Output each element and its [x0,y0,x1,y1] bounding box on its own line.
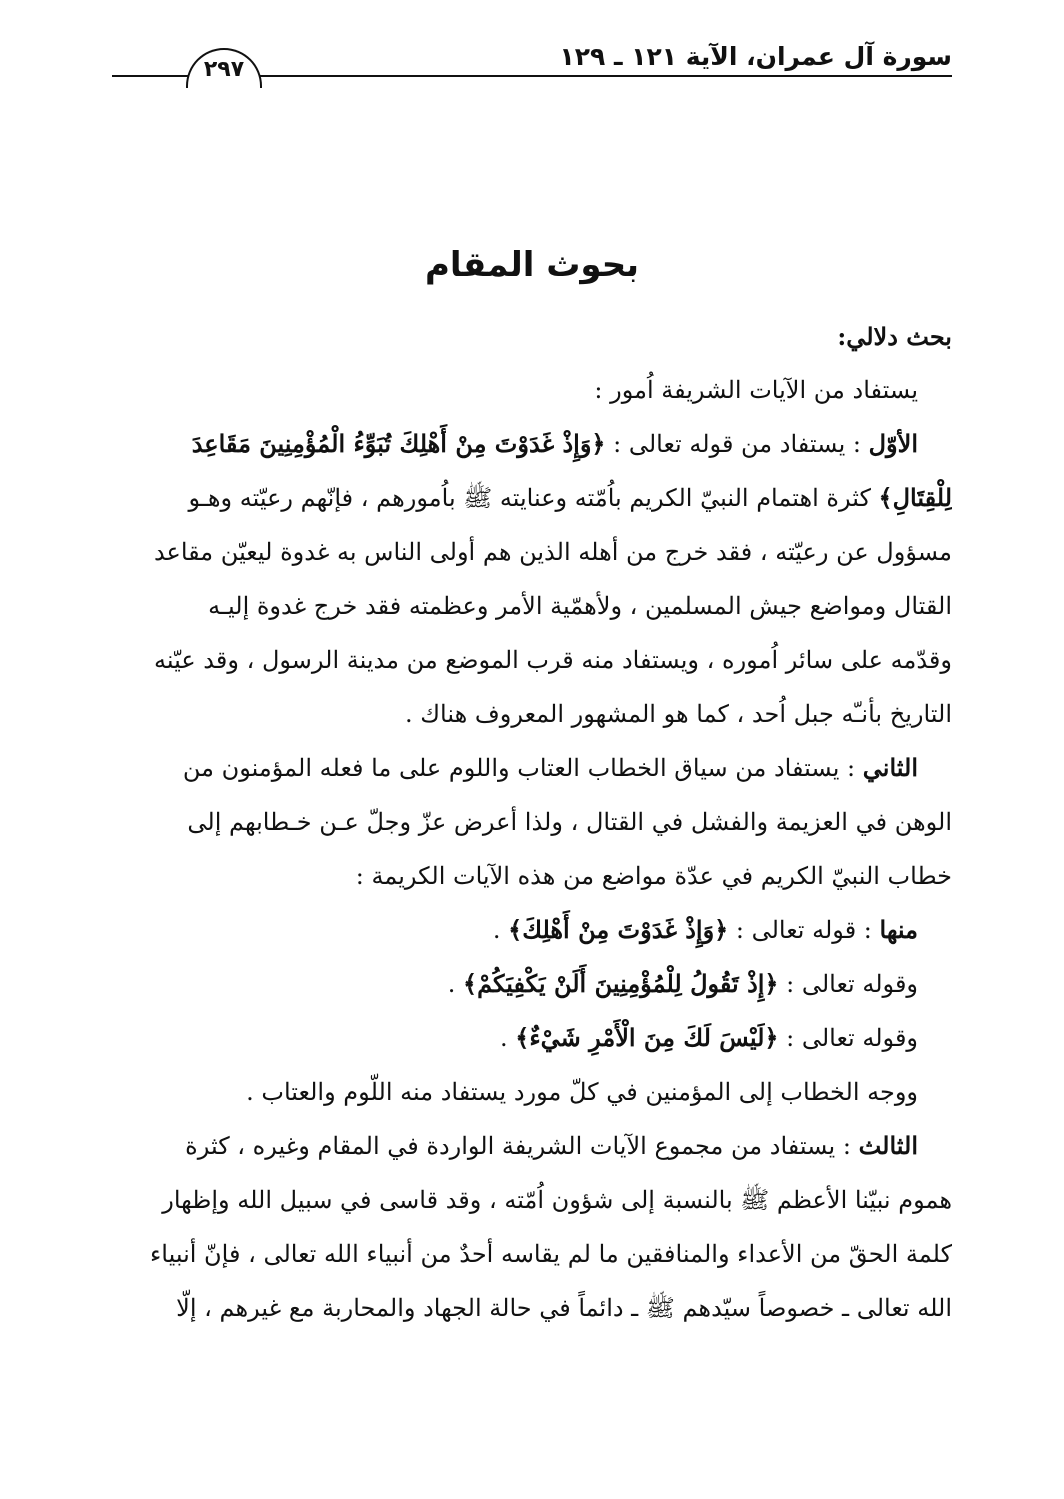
point-label: الثاني [862,753,918,782]
quran-verse: ﴿لَيْسَ لَكَ مِنَ الْأَمْرِ شَيْءٌ﴾ [515,1023,779,1052]
quran-verse: ﴿وَإِذْ غَدَوْتَ مِنْ أَهْلِكَ تُبَوِّءُ الْمُؤْمِنِينَ مَقَاعِدَ [191,429,606,458]
text-line [112,741,952,795]
section-title: بحوث المقام [425,245,639,285]
text-line: القتال ومواضع جيش المسلمين ، ولأهمّية الأمر وعظمته فقد خرج غدوة إليـه [208,592,952,620]
running-title: سورة آل عمران، الآية ١٢١ ـ ١٢٩ [559,42,952,71]
line-tail: . [447,970,463,998]
page-number: ٢٩٧ [186,48,262,88]
quran-verse: ﴿وَإِذْ غَدَوْتَ مِنْ أَهْلِكَ﴾ [508,915,729,944]
text-line: هموم نبيّنا الأعظم ﷺ بالنسبة إلى شؤون اُمّته ، وقد قاسى في سبيل الله وإظهار [162,1186,952,1214]
body-text [112,311,952,1335]
line-text: وقوله تعالى : [778,970,918,998]
line-tail: . [492,916,509,944]
text-line: يستفاد من الآيات الشريفة اُمور : [594,376,918,404]
text-line: ووجه الخطاب إلى المؤمنين في كلّ مورد يستفاد منه اللّوم والعتاب . [246,1078,918,1106]
text-line [112,471,952,525]
text-line [112,1119,952,1173]
point-label: الثالث [858,1131,918,1160]
text-line: خطاب النبيّ الكريم في عدّة مواضع من هذه الآيات الكريمة : [355,862,952,890]
line-tail: . [500,1024,516,1052]
quran-verse: ﴿إِذْ تَقُولُ لِلْمُؤْمِنِينَ أَلَنْ يَكْفِيَكُمْ﴾ [463,969,779,998]
line-text: كثرة اهتمام النبيّ الكريم باُمّته وعنايته ﷺ باُمورهم ، فإنّهم رعيّته وهـو [188,484,879,512]
text-line: وقدّمه على سائر اُموره ، ويستفاد منه قرب الموضع من مدينة الرسول ، وقد عيّنه [154,646,952,674]
quran-verse: لِلْقِتَالِ﴾ [878,483,952,512]
text-line: مسؤول عن رعيّته ، فقد خرج من أهله الذين هم أولى الناس به غدوة ليعيّن مقاعد [153,538,952,566]
text-line: الوهن في العزيمة والفشل في القتال ، ولذا أعرض عزّ وجلّ عـن خـطابهم إلى [187,808,952,836]
point-label: منها [879,915,918,944]
point-label: الأوّل [868,429,918,458]
line-text: : يستفاد من مجموع الآيات الشريفة الواردة في المقام وغيره ، كثرة [185,1132,859,1160]
text-line: التاريخ بأنـّه جبل اُحد ، كما هو المشهور المعروف هناك . [404,700,952,728]
line-text: : يستفاد من سياق الخطاب العتاب واللوم على ما فعله المؤمنون من [182,754,863,782]
text-line [112,903,952,957]
line-text: : يستفاد من قوله تعالى : [605,430,869,458]
text-line [112,417,952,471]
subsection-title: بحث دلالي: [837,322,952,351]
text-line: كلمة الحقّ من الأعداء والمنافقين ما لم يقاسه أحدٌ من أنبياء الله تعالى ، فإنّ أنبياء [150,1240,952,1268]
page-header [112,28,952,86]
text-line [112,1011,952,1065]
text-line [112,957,952,1011]
text-line: الله تعالى ـ خصوصاً سيّدهم ﷺ ـ دائماً في حالة الجهاد والمحاربة مع غيرهم ، إلّا [176,1294,952,1322]
line-text: وقوله تعالى : [778,1024,918,1052]
line-text: : قوله تعالى : [728,916,880,944]
